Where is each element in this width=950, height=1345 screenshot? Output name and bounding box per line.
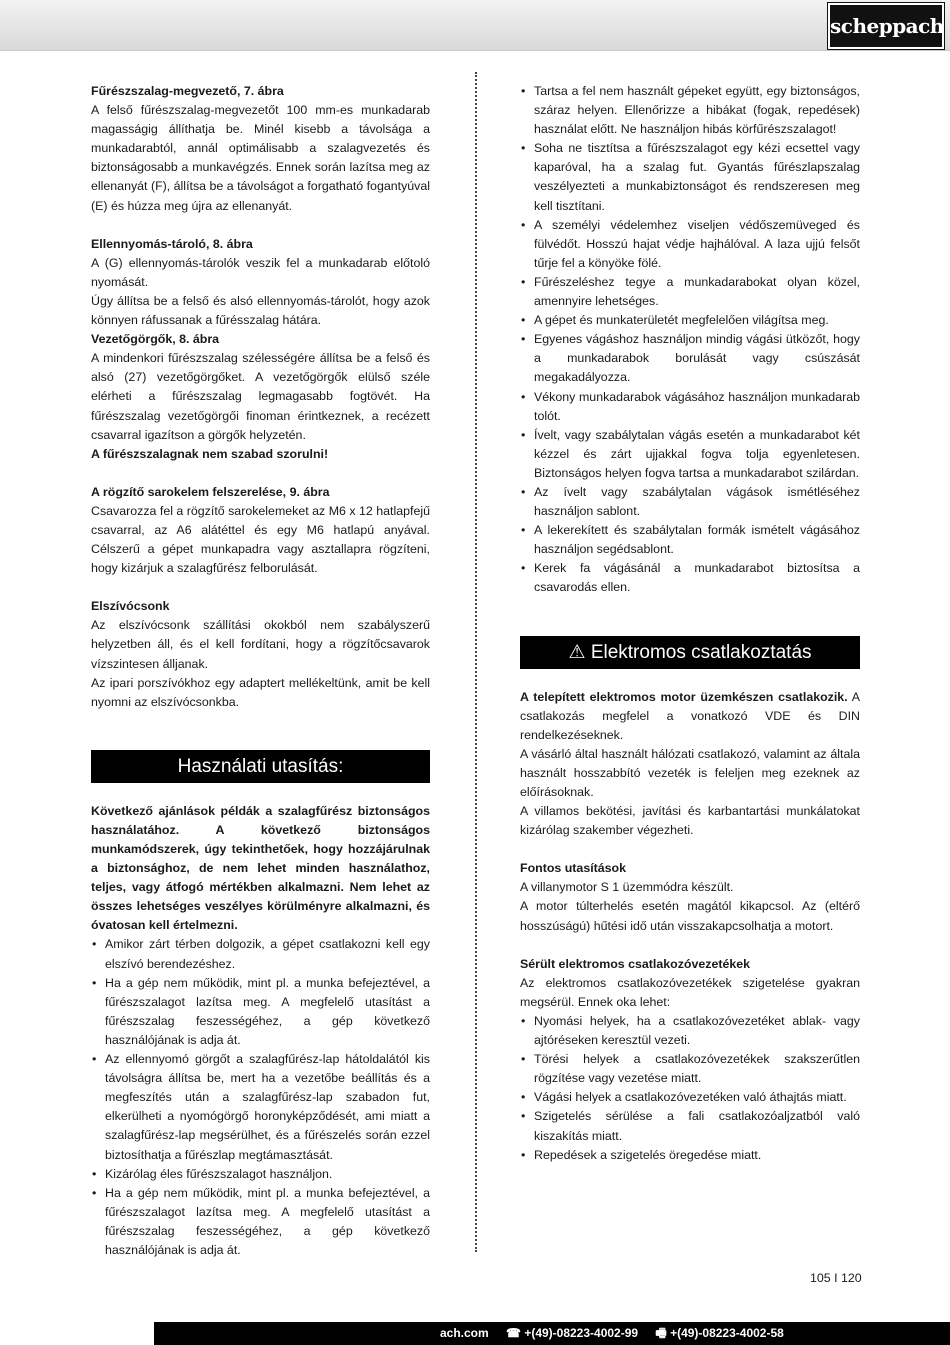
banner-title: Elektromos csatlakoztatás (590, 641, 812, 663)
list-item: • Az ívelt vagy szabálytalan vágások ismétléséhez használjon sablont. (520, 483, 860, 521)
list-item: • Ha a gép nem működik, mint pl. a munka befejeztével, a fűrészszalagot lazítsa meg. A megfelelő utasítást a fűrészszalag feszességéhez, a gép következő használójának is adja át. (91, 1184, 430, 1260)
list-item: • Tartsa a fel nem használt gépeket együtt, egy biztonságos, száraz helyen. Ellenőrizze a hibákat (fogak, repedések) használat előtt. Ne használjon hibás körfűrészszalagot! (520, 82, 860, 139)
paragraph: A felső fűrészszalag-megvezetőt 100 mm-es munkadarab magasságig állíthatja be. Minél kisebb a távolsága a munkadarabtól, annál optimálisabb a szalagvezetés és biztonságosabb a munkavégzés. Ennek során lazítsa meg az ellenanyát (F), állítsa be a távolságot a forgatható fogantyúval (E) és húzza meg újra az ellenanyát. (91, 103, 430, 213)
paragraph: Úgy állítsa be a felső és alsó ellennyomás-tárolót, hogy azok könnyen ráfussanak a fűrésszalag hátára. (91, 293, 430, 328)
section-title: Elszívócsonk (91, 599, 170, 614)
list-item: • Törési helyek a csatlakozóvezetékek szakszerűtlen rögzítése vagy vezetése miatt. (520, 1050, 860, 1088)
list-item: • Az ellennyomó görgőt a szalagfűrész-lap hátoldalától kis távolságra állítsa be, mert ha a vezetőbe beállítás és a megfeszítés után a szalagfűrész-lap szabadon fut, elkerülheti a nyomógörgő horonyképződését, ami miatt a szalagfűrész-lap megsérülhet, és a fűrészelés során ezzel biztosíthatja a fűrészlap megtámasztását. (91, 1050, 430, 1165)
paragraph: Az elszívócsonk szállítási okokból nem szabályszerű helyzetben áll, és el kell fordítani, hogy a rögzítőcsavarok vízszintesen álljanak. (91, 618, 430, 671)
column-divider (475, 72, 477, 1252)
bold-lead: A telepített elektromos motor üzemkészen csatlakozik. (520, 689, 848, 704)
list-item: • A lekerekített és szabálytalan formák ismételt vágásához használjon segédsablont. (520, 521, 860, 559)
section-title: Vezetőgörgők, 8. ábra (91, 332, 220, 347)
section-banner (520, 636, 860, 669)
paragraph: Az ipari porszívókhoz egy adaptert mellékeltünk, amit be kell nyomni az elszívócsonkba. (91, 675, 430, 709)
paragraph-rest: A csatlakozás megfelel a vonatkozó VDE és DIN rendelkezéseknek. (520, 689, 860, 742)
paragraph: Az elektromos csatlakozóvezetékek szigetelése gyakran megsérül. Ennek oka lehet: (520, 975, 860, 1009)
list-item: • Amikor zárt térben dolgozik, a gépet csatlakozni kell egy elszívó berendezéshez. (91, 935, 430, 973)
section-title: Sérült elektromos csatlakozóvezetékek (520, 956, 751, 971)
brand-logo: scheppach (828, 3, 944, 49)
section-title: A rögzítő sarokelem felszerelése, 9. ábra (91, 484, 330, 499)
list-item: • Kerek fa vágásánál a munkadarabot biztosítsa a csavarodás ellen. (520, 559, 860, 597)
paragraph: A villanymotor S 1 üzemmódra készült. (520, 880, 734, 895)
list-item: • Kizárólag éles fűrészszalagot használjon. (91, 1165, 430, 1184)
paragraph: A mindenkori fűrészszalag szélességére állítsa be a felső és alsó (27) vezetőgörgőket. A vezetőgörgők elülső széle elérheti a fűrészszalag legmagasabb fogtövét. Ha fűrészszalag vezetőgörgői finoman érintkeznek, a recézett csavarral igazítson a görgők helyzetén. (91, 351, 430, 442)
bullet-list (520, 82, 860, 598)
footer-bar (0, 1322, 950, 1345)
section-title: Fontos utasítások (520, 861, 627, 876)
footer-phone: ☎ +(49)-08223-4002-99 (506, 1326, 639, 1340)
warning-icon: ⚠ (568, 641, 586, 663)
list-item: • Vágási helyek a csatlakozóvezetéken való áthajtás miatt. (520, 1088, 860, 1107)
right-column (520, 82, 860, 1165)
footer-web: ach.com (440, 1326, 489, 1340)
paragraph (520, 688, 860, 745)
list-item: • A személyi védelemhez viseljen védőszemüveged és fülvédőt. Hosszú hajat védje hajhálóval. A laza ujjú felsőt tűrje fel a könyöke fölé. (520, 216, 860, 273)
paragraph: A villamos bekötési, javítási és karbantartási munkálatokat kizárólag szakember végezheti. (520, 804, 860, 838)
page-number: 105 I 120 (810, 1271, 862, 1285)
list-item: • Vékony munkadarabok vágásához használjon munkadarab tolót. (520, 388, 860, 426)
bullet-list (520, 1012, 860, 1165)
list-item: • Fűrészeléshez tegye a munkadarabokat olyan közel, amennyire lehetséges. (520, 273, 860, 311)
intro-paragraph: Következő ajánlások példák a szalagfűrész biztonságos használatához. A következő biztonságos munkamódszerek, úgy tekinthetőek, hogy hozzájárulnak a biztonsághoz, de nem lehet minden használathoz, teljes, vagy átfogó mértékben alkalmazni. Nem lehet az összes lehetséges veszélyes körülményre alkalmazni, és óvatosan kell értelmezni. (91, 803, 430, 933)
paragraph: A vásárló által használt hálózati csatlakozó, valamint az általa használt hosszabbító vezeték is feleljen meg ezeknek az előírásoknak. (520, 746, 860, 799)
section-title: Ellennyomás-tároló, 8. ábra (91, 236, 253, 251)
list-item: • A gépet és munkaterületét megfelelően világítsa meg. (520, 311, 860, 330)
header-bar (0, 0, 950, 51)
section-banner: Használati utasítás: (91, 750, 430, 783)
list-item: • Nyomási helyek, ha a csatlakozóvezetéket ablak- vagy ajtóréseken keresztül vezeti. (520, 1012, 860, 1050)
paragraph: Csavarozza fel a rögzítő sarokelemeket az M6 x 12 hatlapfejű csavarral, az A6 alátéttel és egy M6 hatlapú anyával. Célszerű a gépet munkapadra vagy asztallapra rögzíteni, hogy kizárjuk a szalagfűrész felborulását. (91, 503, 430, 576)
list-item: • Soha ne tisztítsa a fűrészszalagot egy kézi ecsettel vagy kaparóval, ha a szalag fut. Gyantás fűrészlapszalag veszélyezteti a munkabiztonságot és rendszeresen meg kell tisztítani. (520, 139, 860, 215)
list-item: • Szigetelés sérülése a fali csatlakozóaljzatból való kiszakítás miatt. (520, 1107, 860, 1145)
section-title: Fűrészszalag-megvezető, 7. ábra (91, 84, 284, 98)
list-item: • Ívelt, vagy szabálytalan vágás esetén a munkadarabot két kézzel és zárt ujjakkal fogva tolja egyenletesen. Biztonságos helyen fogva tartsa a munkadarabot szilárdan. (520, 426, 860, 483)
paragraph: A (G) ellennyomás-tárolók veszik fel a munkadarab előtoló nyomását. (91, 255, 430, 289)
list-item: • Ha a gép nem működik, mint pl. a munka befejeztével, a fűrészszalagot lazítsa meg. A megfelelő utasítást a fűrészszalag feszességéhez, a gép következő használójának is adja át. (91, 974, 430, 1050)
left-column (91, 82, 430, 1260)
list-item: • Repedések a szigetelés öregedése miatt. (520, 1146, 860, 1165)
footer-fax: 🖷 +(49)-08223-4002-58 (655, 1326, 784, 1340)
warning-text: A fűrészszalagnak nem szabad szorulni! (91, 446, 329, 461)
paragraph: A motor túlterhelés esetén magától kikapcsol. Az (eltérő hosszúságú) hűtési idő után visszakapcsolhatja a motort. (520, 899, 860, 933)
bullet-list (91, 935, 430, 1260)
list-item: • Egyenes vágáshoz használjon mindig vágási ütközőt, hogy a munkadarabok borulását vagy csúszását megakadályozza. (520, 330, 860, 387)
footer-gap (0, 1322, 154, 1345)
